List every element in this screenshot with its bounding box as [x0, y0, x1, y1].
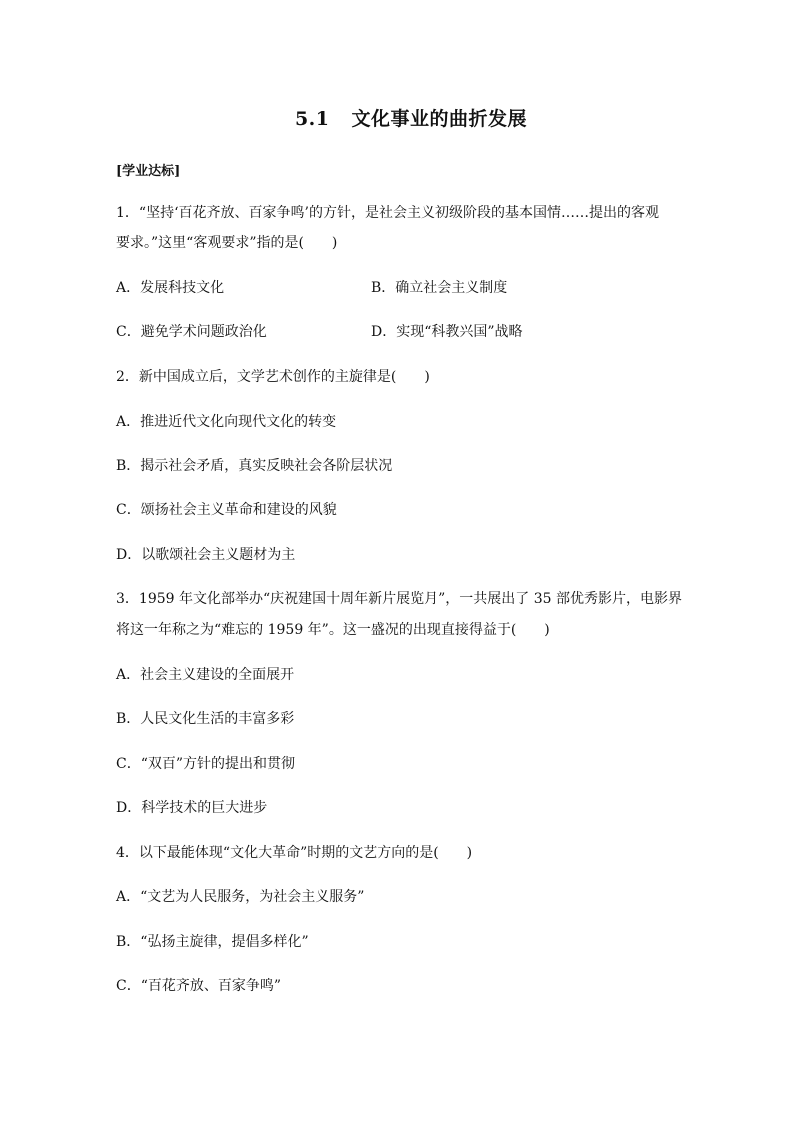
title-text: 文化事业的曲折发展 — [351, 108, 528, 130]
question-3-option-a: A．社会主义建设的全面展开 — [116, 667, 295, 683]
question-3-option-d: D．科学技术的巨大进步 — [116, 800, 268, 816]
title-number: 5.1 — [294, 108, 330, 130]
question-3-line-1: 3．1959 年文化部举办“庆祝建国十周年新片展览月”，一共展出了 35 部优秀影片，电影界 — [116, 591, 683, 607]
question-1-line-1: 1．“坚持‘百花齐放、百家争鸣’的方针，是社会主义初级阶段的基本国情……提出的客观 — [116, 205, 659, 221]
question-4-option-b: B．“弘扬主旋律，提倡多样化” — [116, 934, 309, 950]
question-4-line-1: 4．以下最能体现“文化大革命”时期的文艺方向的是( ) — [116, 845, 473, 861]
question-1-option-b: B．确立社会主义制度 — [371, 280, 508, 296]
question-2-option-c: C．颂扬社会主义革命和建设的风貌 — [116, 502, 337, 518]
question-1-option-d: D．实现“科教兴国”战略 — [371, 324, 523, 340]
question-1-line-2: 要求。”这里“客观要求”指的是( ) — [116, 235, 338, 251]
question-4-option-a: A．“文艺为人民服务，为社会主义服务” — [116, 889, 365, 905]
question-2-option-a: A．推进近代文化向现代文化的转变 — [116, 414, 337, 430]
question-3-line-2: 将这一年称之为“难忘的 1959 年”。这一盛况的出现直接得益于( ) — [116, 622, 550, 638]
question-3-option-b: B．人民文化生活的丰富多彩 — [116, 711, 295, 727]
section-tag: [学业达标] — [116, 164, 181, 179]
question-4-option-c: C．“百花齐放、百家争鸣” — [116, 978, 282, 994]
question-2-line-1: 2．新中国成立后，文学艺术创作的主旋律是( ) — [116, 369, 430, 385]
question-1-option-a: A．发展科技文化 — [116, 280, 225, 296]
question-1-option-c: C．避免学术问题政治化 — [116, 324, 267, 340]
page-title — [0, 104, 794, 131]
question-3-option-c: C．“双百”方针的提出和贯彻 — [116, 756, 296, 772]
question-2-option-b: B．揭示社会矛盾，真实反映社会各阶层状况 — [116, 458, 393, 474]
question-2-option-d: D．以歌颂社会主义题材为主 — [116, 547, 296, 563]
